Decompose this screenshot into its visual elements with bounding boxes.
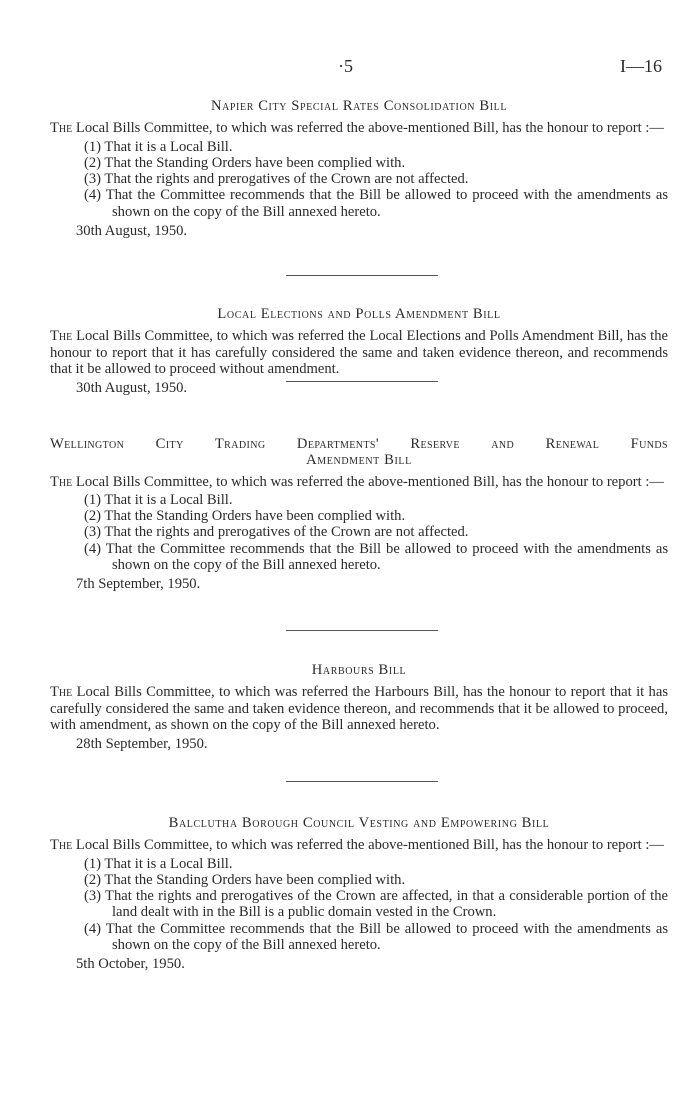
intro-lead: The xyxy=(50,328,73,345)
report-date: 7th September, 1950. xyxy=(76,576,201,593)
bill-title: Local Elections and Polls Amendment Bill xyxy=(217,306,501,322)
findings-list xyxy=(50,492,668,573)
findings-list xyxy=(50,139,668,220)
findings-list xyxy=(50,856,668,954)
intro-text: Local Bills Committee, to which was referred the above-mentioned Bill, has the honour to report :— xyxy=(75,473,664,490)
finding-item: (1) That it is a Local Bill. xyxy=(84,855,233,872)
intro-text: Local Bills Committee, to which was referred the Local Elections and Polls Amendment Bill, has the honour to report that it has carefully considered the same and taken evidence thereon, and recommends that it be allowed to proceed without amendment. xyxy=(50,328,669,377)
intro-text: Local Bills Committee, to which was referred the above-mentioned Bill, has the honour to report :— xyxy=(75,120,664,137)
finding-item: (4) That the Committee recommends that the Bill be allowed to proceed with the amendments as shown on the copy of the Bill annexed hereto. xyxy=(84,540,668,574)
page-number: ·5 xyxy=(338,56,353,76)
intro-lead: The xyxy=(50,684,73,701)
document-reference: I—16 xyxy=(620,56,662,76)
section-divider xyxy=(286,781,438,782)
finding-item: (3) That the rights and prerogatives of the Crown are affected, in that a considerable portion of the land dealt with in the Bill is a public domain vested in the Crown. xyxy=(84,888,668,921)
intro-text: Local Bills Committee, to which was referred the above-mentioned Bill, has the honour to report :— xyxy=(75,837,664,854)
report-local-elections xyxy=(50,306,668,396)
bill-title: Wellington City Trading Departments' Reserve and Renewal Funds xyxy=(50,436,668,452)
section-divider xyxy=(286,275,438,276)
intro-text: Local Bills Committee, to which was referred the Harbours Bill, has the honour to report that it has carefully considered the same and taken evidence thereon, and recommends that it be allowed to proceed, with amendment, as shown on the copy of the Bill annexed hereto. xyxy=(50,684,668,733)
bill-title: Balclutha Borough Council Vesting and Empowering Bill xyxy=(168,815,550,831)
bill-title-continued: Amendment Bill xyxy=(306,452,412,469)
bill-title: Napier City Special Rates Consolidation Bill xyxy=(210,98,508,114)
section-divider xyxy=(286,630,438,631)
bill-title: Harbours Bill xyxy=(311,662,407,678)
finding-item: (2) That the Standing Orders have been complied with. xyxy=(84,871,406,888)
report-intro xyxy=(50,837,668,853)
report-intro xyxy=(50,474,668,490)
report-date: 30th August, 1950. xyxy=(76,223,188,240)
report-napier-city xyxy=(50,98,668,239)
report-date: 28th September, 1950. xyxy=(76,736,208,753)
finding-item: (1) That it is a Local Bill. xyxy=(84,138,233,155)
finding-item: (1) That it is a Local Bill. xyxy=(84,491,233,508)
report-intro xyxy=(50,120,668,136)
finding-item: (4) That the Committee recommends that the Bill be allowed to proceed with the amendments as shown on the copy of the Bill annexed hereto. xyxy=(84,920,668,954)
report-date: 5th October, 1950. xyxy=(76,956,185,973)
report-balclutha xyxy=(50,815,668,973)
intro-lead: The xyxy=(50,473,73,490)
report-intro xyxy=(50,684,668,733)
finding-item: (4) That the Committee recommends that the Bill be allowed to proceed with the amendments as shown on the copy of the Bill annexed hereto. xyxy=(84,187,668,220)
finding-item: (2) That the Standing Orders have been complied with. xyxy=(84,508,406,525)
intro-lead: The xyxy=(50,837,73,854)
report-harbours xyxy=(50,662,668,752)
finding-item: (3) That the rights and prerogatives of the Crown are not affected. xyxy=(84,524,469,541)
section-divider xyxy=(286,381,438,382)
report-wellington-city xyxy=(50,436,668,593)
finding-item: (2) That the Standing Orders have been complied with. xyxy=(84,154,406,171)
report-intro xyxy=(50,328,668,377)
intro-lead: The xyxy=(50,120,73,137)
finding-item: (3) That the rights and prerogatives of the Crown are not affected. xyxy=(84,171,469,188)
report-date: 30th August, 1950. xyxy=(76,380,188,397)
